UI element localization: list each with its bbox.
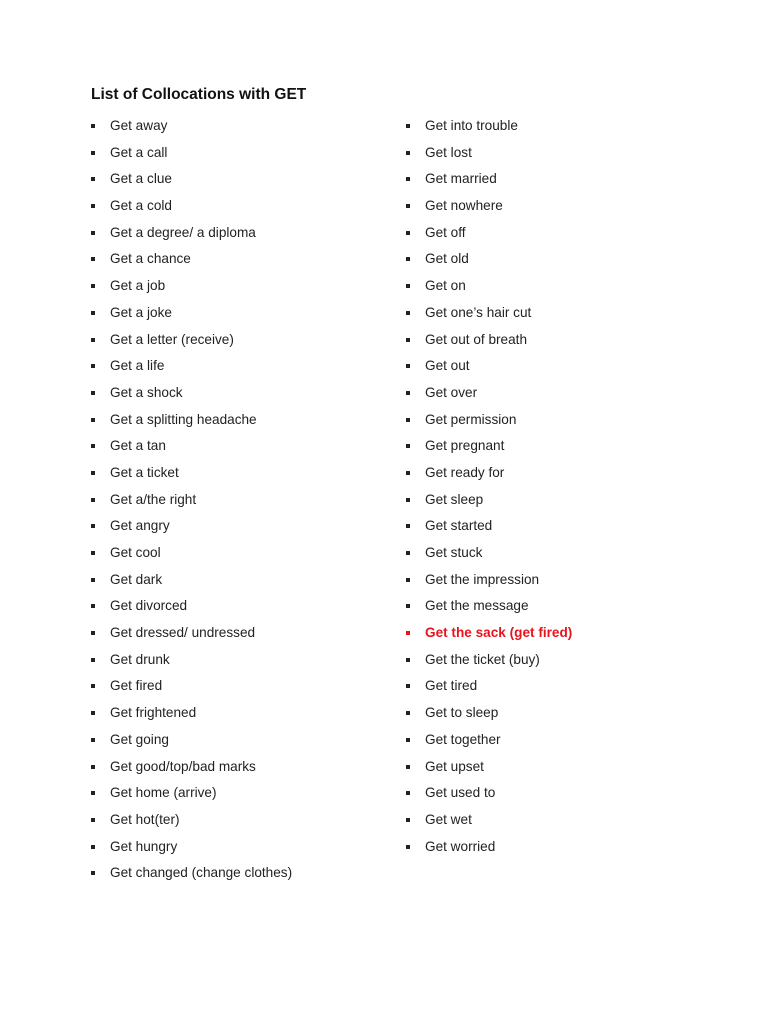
square-bullet-icon [406,418,410,422]
list-item-label: Get a cold [110,198,172,214]
list-item-label: Get a chance [110,251,191,267]
list-item-label: Get wet [425,811,472,827]
square-bullet-icon [406,818,410,822]
square-bullet-icon [406,391,410,395]
list-item-label: Get a call [110,144,168,160]
list-item-label: Get on [425,278,466,294]
square-bullet-icon [91,364,95,368]
list-item-label: Get hungry [110,838,178,854]
square-bullet-icon [406,151,410,155]
list-item-label: Get angry [110,518,170,534]
square-bullet-icon [91,871,95,875]
list-item-label: Get a shock [110,384,183,400]
square-bullet-icon [406,471,410,475]
list-item-label: Get started [425,518,493,534]
square-bullet-icon [91,765,95,769]
list-item-label: Get a joke [110,304,172,320]
square-bullet-icon [406,791,410,795]
list-item-label: Get the sack (get fired) [425,625,573,641]
square-bullet-icon [406,765,410,769]
list-item-label: Get the ticket (buy) [425,651,540,667]
list-item-label: Get the message [425,598,529,614]
list-item-label: Get a ticket [110,464,179,480]
square-bullet-icon [406,231,410,235]
square-bullet-icon [91,418,95,422]
list-item-label: Get ready for [425,464,505,480]
list-item-label: Get a letter (receive) [110,331,234,347]
square-bullet-icon [406,845,410,849]
list-item-label: Get permission [425,411,517,427]
list-item-label: Get fired [110,678,163,694]
square-bullet-icon [406,204,410,208]
list-item-label: Get a tan [110,438,166,454]
square-bullet-icon [91,257,95,261]
list-item-label: Get stuck [425,545,483,560]
list-item-label: Get a clue [110,171,172,187]
square-bullet-icon [406,498,410,502]
list-item-label: Get over [425,384,478,400]
list-item-label: Get going [110,731,169,747]
square-bullet-icon [91,658,95,662]
list-item-label: Get the impression [425,571,540,587]
list-item-label: Get a degree/ a diploma [110,224,256,240]
square-bullet-icon [91,151,95,155]
list-item-label: Get pregnant [425,438,505,454]
square-bullet-icon [91,177,95,181]
square-bullet-icon [91,338,95,342]
list-item-label: Get hot(ter) [110,811,180,827]
square-bullet-icon [91,845,95,849]
page-title: List of Collocations with GET [91,86,307,103]
square-bullet-icon [91,284,95,288]
square-bullet-icon [91,791,95,795]
square-bullet-icon [406,684,410,688]
square-bullet-icon [91,524,95,528]
list-item-label: Get off [425,224,466,240]
list-item-label: Get worried [425,838,496,854]
square-bullet-icon [406,578,410,582]
list-item-label: Get away [110,118,168,133]
list-item-label: Get together [425,731,501,747]
square-bullet-icon [406,711,410,715]
square-bullet-icon [91,311,95,315]
list-item-label: Get into trouble [425,118,518,133]
square-bullet-icon [406,284,410,288]
list-item-label: Get drunk [110,651,170,667]
list-item-label: Get divorced [110,598,188,614]
square-bullet-icon [406,631,410,635]
list-item-label: Get one’s hair cut [425,304,532,320]
list-item-label: Get married [425,171,497,187]
list-item-label: Get dressed/ undressed [110,625,256,641]
square-bullet-icon [91,124,95,128]
list-item-label: Get lost [425,144,472,160]
square-bullet-icon [91,204,95,208]
square-bullet-icon [406,444,410,448]
square-bullet-icon [406,524,410,528]
list-item-label: Get home (arrive) [110,785,217,801]
list-item-label: Get good/top/bad marks [110,758,256,774]
square-bullet-icon [91,738,95,742]
square-bullet-icon [91,471,95,475]
list-item-label: Get tired [425,678,478,694]
list-item-label: Get out [425,358,470,374]
square-bullet-icon [91,684,95,688]
square-bullet-icon [406,338,410,342]
list-item-label: Get a splitting headache [110,411,257,427]
square-bullet-icon [406,738,410,742]
square-bullet-icon [406,311,410,315]
list-item-label: Get a life [110,358,165,374]
square-bullet-icon [91,551,95,555]
list-item-label: Get to sleep [425,705,499,721]
list-item-label: Get sleep [425,491,484,507]
list-item-label: Get frightened [110,705,197,721]
square-bullet-icon [91,231,95,235]
square-bullet-icon [91,444,95,448]
square-bullet-icon [91,711,95,715]
list-item-label: Get out of breath [425,331,528,347]
square-bullet-icon [406,604,410,608]
square-bullet-icon [406,364,410,368]
square-bullet-icon [91,391,95,395]
list-item-label: Get changed (change clothes) [110,865,293,881]
square-bullet-icon [406,177,410,181]
square-bullet-icon [406,257,410,261]
list-item-label: Get old [425,251,469,267]
list-item-label: Get cool [110,545,161,560]
square-bullet-icon [91,631,95,635]
square-bullet-icon [91,604,95,608]
square-bullet-icon [91,818,95,822]
square-bullet-icon [406,124,410,128]
list-item-label: Get dark [110,571,163,587]
square-bullet-icon [406,658,410,662]
square-bullet-icon [91,498,95,502]
list-item-label: Get a job [110,278,166,294]
square-bullet-icon [406,551,410,555]
list-item-label: Get a/the right [110,491,197,507]
list-item-label: Get nowhere [425,198,503,214]
list-item-label: Get upset [425,758,484,774]
square-bullet-icon [91,578,95,582]
list-item-label: Get used to [425,785,496,801]
